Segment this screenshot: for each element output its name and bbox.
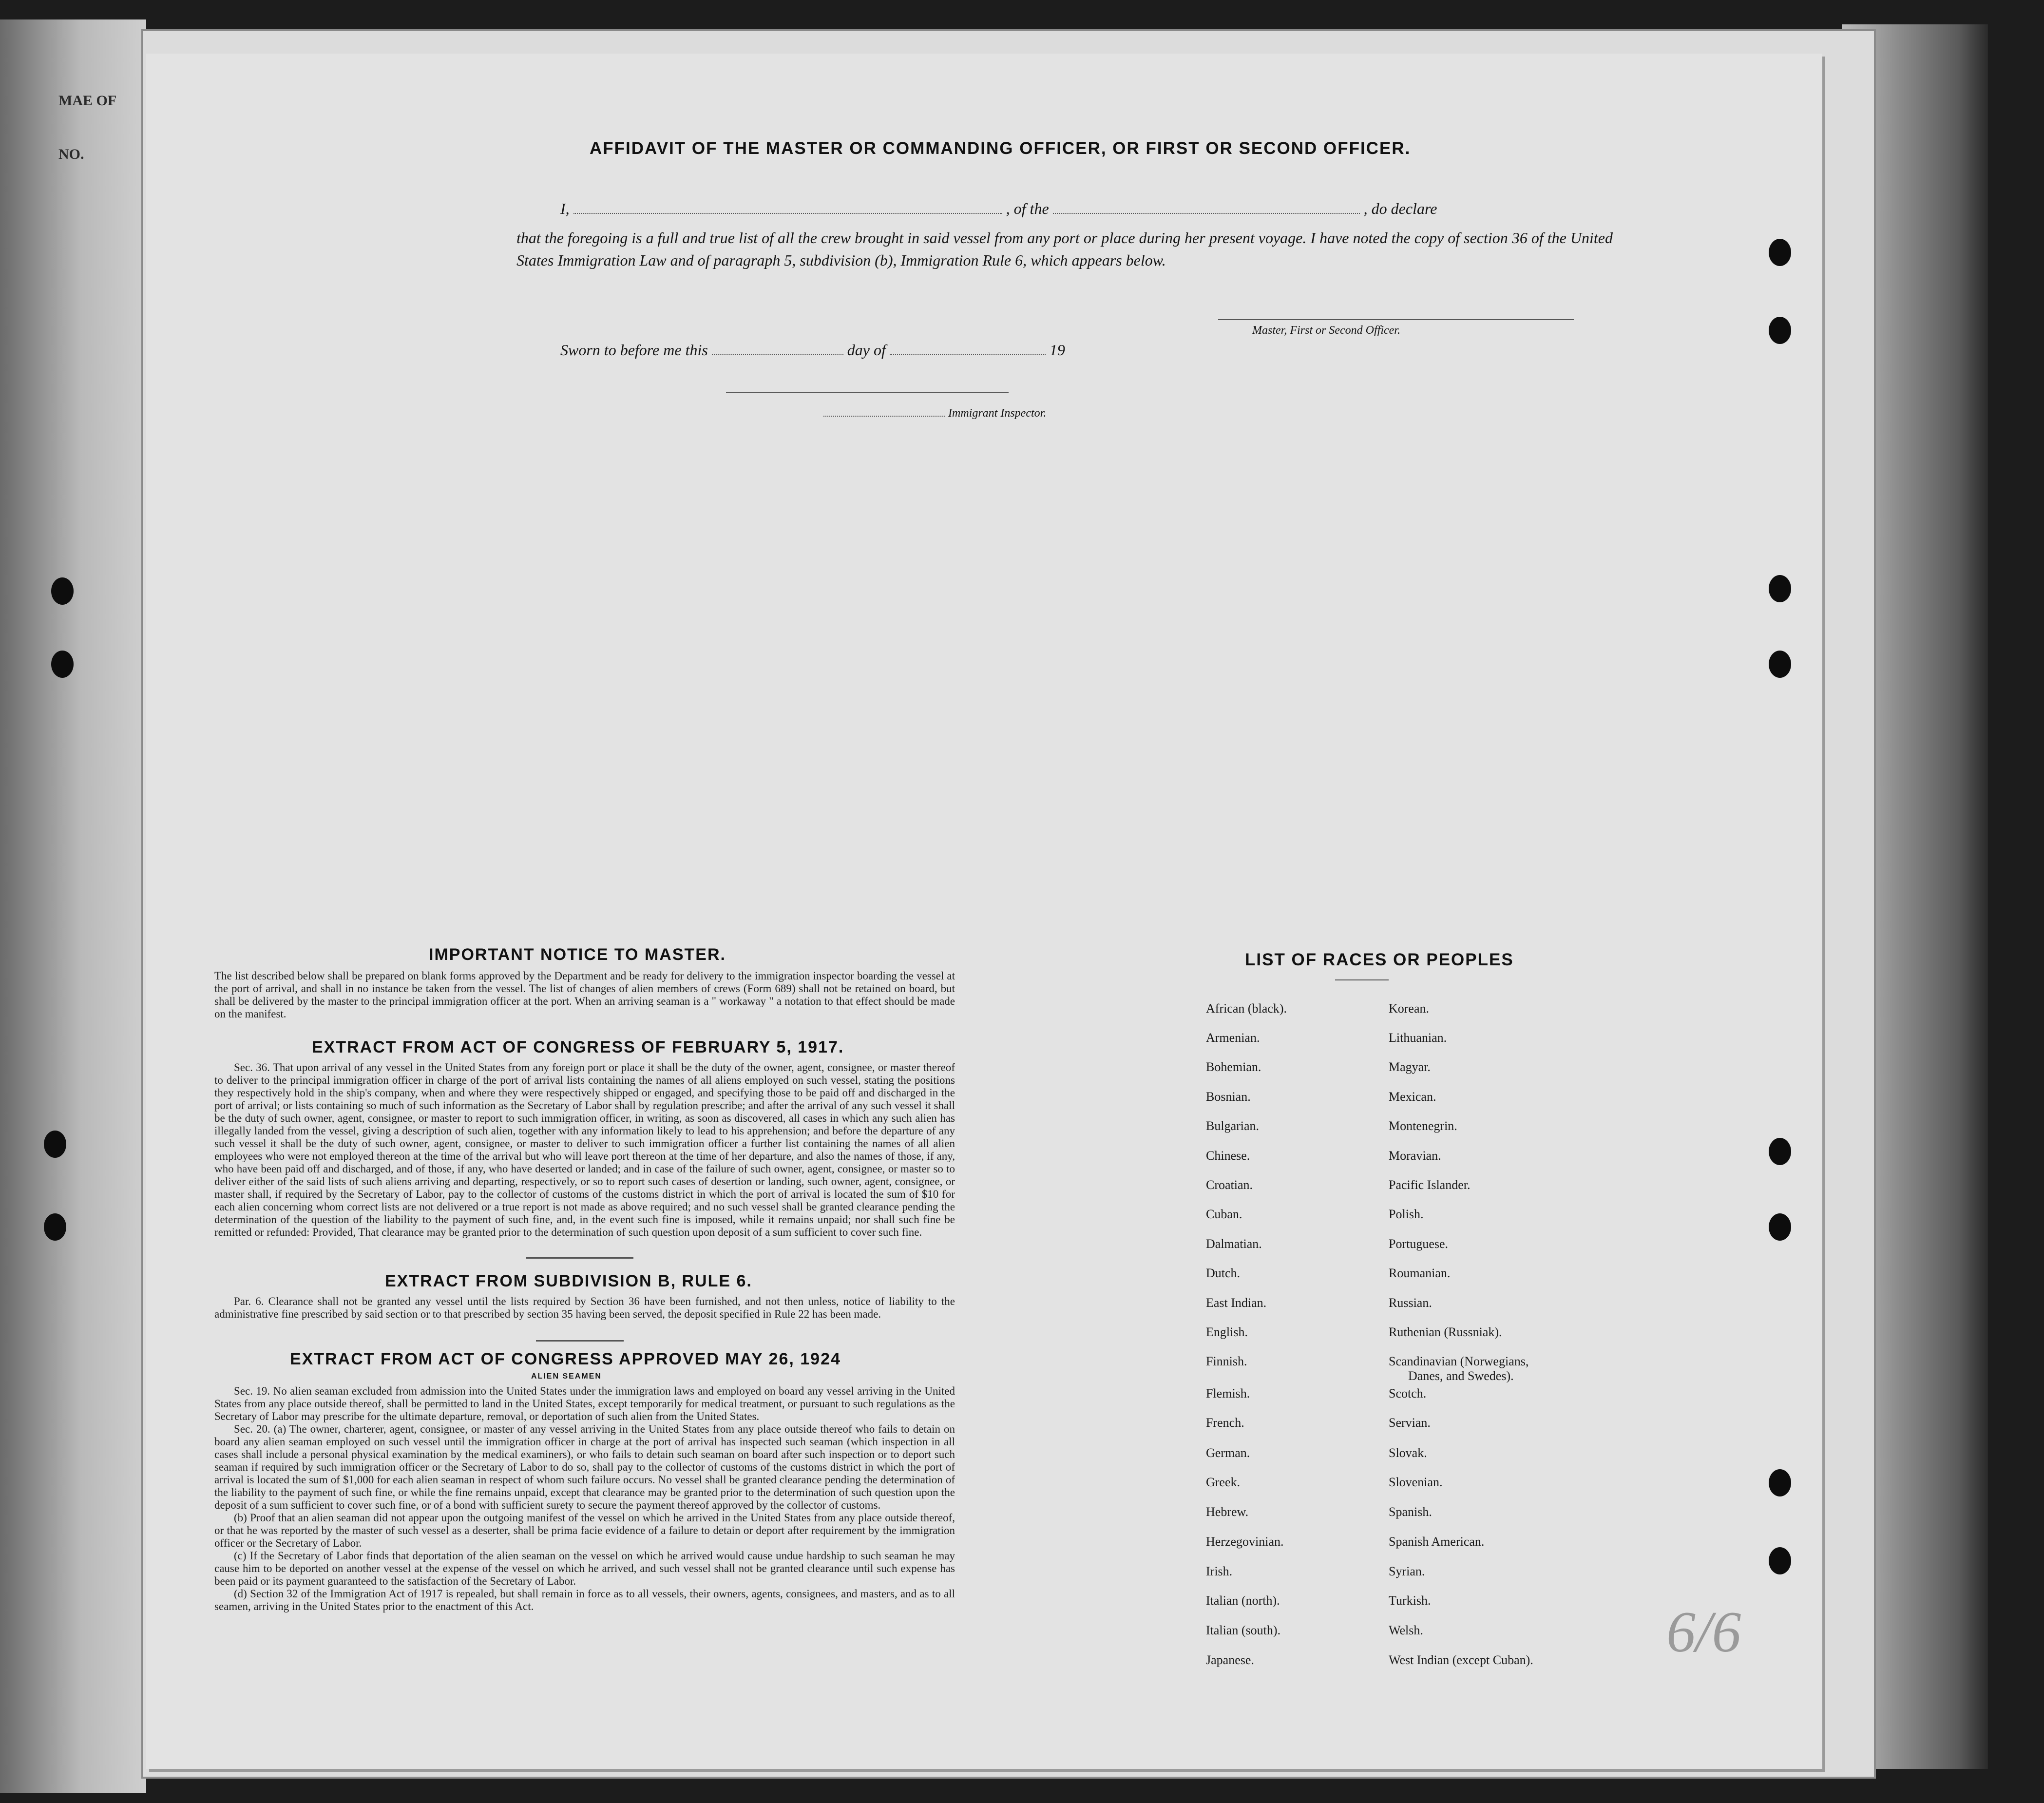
race-item: Dutch. — [1206, 1266, 1241, 1280]
notice-text: The list described below shall be prepared on blank forms approved by the Department and be ready for delivery to the immigration inspector boarding the vessel at the port of arrival, and shall in no instance be taken from the vessel. The list of changes of alien members of crews (Form 689) shall not be retained on board, but shall be delivered by the master to the principal immigration officer at the port. When an arriving seaman is a " workaway " a notation to that effect should be made on the manifest. — [214, 970, 955, 1020]
extract-1924-paragraph: (d) Section 32 of the Immigration Act of 1917 is repealed, but shall remain in force as to all vessels, their owners, agents, consignees, and masters, and as to all seamen, arriving in the United States prior to the enactment of this Act. — [214, 1588, 955, 1612]
master-signature-line — [1218, 319, 1574, 320]
race-item: Flemish. — [1206, 1386, 1250, 1400]
affidavit-statement: that the foregoing is a full and true list of all the crew brought in said vessel from any port or place during her present voyage. I have noted the copy of section 36 of the United States Immigration Law and of paragraph 5, subdivision (b), Immigration Rule 6, which appears below. — [516, 229, 1613, 269]
extract-1924-paragraph: (b) Proof that an alien seaman did not appear upon the outgoing manifest of the vessel on which he arrived in the United States from any place outside thereof, or that he was reported by the master of such vessel as a deserter, shall be prima facie evidence of a failure to detain or deport after requirement by the immigration officer or the Secretary of Labor. — [214, 1512, 955, 1549]
race-item: Pacific Islander. — [1389, 1178, 1471, 1192]
race-item: Italian (north). — [1206, 1593, 1280, 1608]
handwritten-page-number: 6/6 — [1666, 1599, 1741, 1664]
binding-hole — [1769, 1469, 1791, 1496]
race-item: Bosnian. — [1206, 1090, 1251, 1104]
race-item: Greek. — [1206, 1475, 1241, 1489]
race-item: Slovenian. — [1389, 1475, 1443, 1489]
notice-title: IMPORTANT NOTICE TO MASTER. — [429, 945, 726, 964]
race-item: Portuguese. — [1389, 1237, 1449, 1251]
margin-mark: NO. — [58, 146, 84, 162]
race-item: Scandinavian (Norwegians, — [1389, 1354, 1529, 1368]
extract-1924-paragraph: Sec. 19. No alien seaman excluded from admission into the United States under the immigration laws and employed on board any vessel arriving in the United States from any place outside thereof, shall be permitted to land in the United States, except temporarily for medical treatment, or pursuant to such regulations as the Secretary of Labor may prescribe for the ultimate departure, removal, or deportation of such alien from the United States. — [214, 1385, 955, 1422]
extract-1917-text: Sec. 36. That upon arrival of any vessel in the United States from any foreign port or place it shall be the duty of the owner, agent, consignee, or master thereof to deliver to the principal immigration officer in charge of the port of arrival lists containing the names of all aliens employed on such vessel, stating the positions they respectively hold in the ship's company, when and where they were respectively shipped or engaged, and specifying those to be paid off and discharged in the port of arrival; or lists containing so much of such information as the Secretary of Labor shall by regulation prescribe; and after the arrival of any such vessel it shall be the duty of such owner, agent, consignee, or master to report to such immigration officer, in writing, as soon as discovered, all cases in which any such alien has illegally landed from the vessel, giving a description of such alien, together with any information likely to lead to his apprehension; and before the departure of any such vessel it shall be the duty of such owner, agent, consignee, or master to deliver to such immigration officer a further list containing the names of all alien employees who were not employed thereon at the time of the arrival but who will leave port thereon at the time of her departure, and also the names of those, if any, who have been paid off and discharged, and of those, if any, who have deserted or landed; and in case of the failure of such owner, agent, consignee, or master so to deliver either of the said lists of such aliens arriving and departing, respectively, or so to report such cases of desertion or landing, such owner, agent, consignee, or master shall, if required by the Secretary of Labor, pay to the collector of customs of the customs district in which the port of arrival is located the sum of $10 for each alien concerning whom correct lists are not delivered or a true report is not made as above required; and no such vessel shall be granted clearance pending the determination of the question of the liability to the payment of such fine, and, in the event such fine is imposed, while it remains unpaid; nor shall such fine be remitted or refunded: Provided, That clearance may be granted prior to the determination of such question upon deposit of a sum sufficient to cover such fine. — [214, 1061, 955, 1238]
rule-6-title: EXTRACT FROM SUBDIVISION B, RULE 6. — [385, 1272, 752, 1290]
race-item: Bohemian. — [1206, 1060, 1261, 1074]
race-item: Chinese. — [1206, 1149, 1250, 1163]
race-item: African (black). — [1206, 1001, 1287, 1016]
race-item: Servian. — [1389, 1416, 1431, 1430]
sworn-label: Sworn to before me this — [560, 341, 708, 359]
form-sheet — [146, 54, 1822, 1769]
master-signature-label: Master, First or Second Officer. — [1252, 324, 1400, 337]
race-item: Irish. — [1206, 1564, 1233, 1578]
sworn-day-blank[interactable] — [712, 354, 843, 355]
race-item: Croatian. — [1206, 1178, 1253, 1192]
race-item: Spanish American. — [1389, 1534, 1485, 1549]
binding-hole — [51, 651, 74, 678]
race-item: Scotch. — [1389, 1386, 1427, 1400]
race-item: Bulgarian. — [1206, 1119, 1260, 1133]
race-item: English. — [1206, 1325, 1248, 1339]
do-declare-label: , do declare — [1363, 200, 1437, 217]
binding-hole — [44, 1213, 66, 1241]
race-item: Spanish. — [1389, 1505, 1432, 1519]
binding-hole — [44, 1131, 66, 1158]
race-item: Roumanian. — [1389, 1266, 1451, 1280]
race-item: Moravian. — [1389, 1149, 1441, 1163]
day-of-label: day of — [847, 341, 886, 359]
section-divider — [536, 1340, 624, 1342]
race-item: East Indian. — [1206, 1296, 1267, 1310]
race-item: French. — [1206, 1416, 1244, 1430]
race-item: Dalmatian. — [1206, 1237, 1262, 1251]
section-divider — [526, 1257, 633, 1259]
declaration-line — [560, 200, 1437, 218]
extract-1924-paragraph: (c) If the Secretary of Labor finds that deportation of the alien seaman on the vessel on which he arrived would cause undue hardship to such seaman he may cause him to be deported on another vessel at the expense of the vessel on which he arrived, and such vessel shall not be granted clearance until such expense has been paid or its payment guaranteed to the satisfaction of the Secretary of Labor. — [214, 1550, 955, 1587]
sworn-month-blank[interactable] — [890, 354, 1046, 355]
race-item: Lithuanian. — [1389, 1031, 1447, 1045]
binding-hole — [1769, 1213, 1791, 1241]
sworn-line — [560, 341, 1065, 359]
race-item: West Indian (except Cuban). — [1389, 1653, 1533, 1667]
race-item: Ruthenian (Russniak). — [1389, 1325, 1502, 1339]
inspector-label — [823, 407, 1046, 420]
extract-1924-title: EXTRACT FROM ACT OF CONGRESS APPROVED MAY 26, 1924 — [290, 1350, 841, 1368]
race-item: Turkish. — [1389, 1593, 1431, 1608]
race-item: Herzegovinian. — [1206, 1534, 1284, 1549]
race-item: Japanese. — [1206, 1653, 1254, 1667]
binding-hole — [1769, 317, 1791, 344]
race-item: Italian (south). — [1206, 1623, 1281, 1637]
race-item: Russian. — [1389, 1296, 1432, 1310]
race-item: Syrian. — [1389, 1564, 1425, 1578]
race-item: Cuban. — [1206, 1207, 1242, 1221]
race-item: Korean. — [1389, 1001, 1430, 1016]
of-the-label: , of the — [1006, 200, 1049, 217]
extract-1924-paragraph: Sec. 20. (a) The owner, charterer, agent, consignee, or master of any vessel arriving in the United States from any place outside thereof who fails to detain on board any alien seaman employed on such vessel until the immigration officer in charge at the port of arrival has inspected such seaman (which inspection in all cases shall include a personal physical examination by the medical examiners), or who fails to detain such seaman on board after such inspection or to deport such seaman if required by such immigration officer or the Secretary of Labor to do so, shall pay to the collector of customs of the customs district in which the port of arrival is located the sum of $1,000 for each alien seaman in respect of whom such failure occurs. No vessel shall be granted clearance pending the determination of the liability to the payment of such fine, or while the fine remains unpaid, except that clearance may be granted prior to the determination of such question upon the deposit of a sum sufficient to cover such fine, or of a bond with sufficient surety to secure the payment thereof approved by the collector of customs. — [214, 1423, 955, 1511]
race-item: Magyar. — [1389, 1060, 1431, 1074]
vessel-blank[interactable] — [1053, 213, 1360, 214]
races-title-rule — [1335, 979, 1389, 980]
race-item: Slovak. — [1389, 1446, 1427, 1460]
race-item: Danes, and Swedes). — [1408, 1369, 1514, 1383]
binding-hole — [1769, 1138, 1791, 1165]
race-item: Polish. — [1389, 1207, 1424, 1221]
i-label: I, — [560, 200, 570, 217]
name-blank[interactable] — [573, 213, 1002, 214]
binding-hole — [1769, 239, 1791, 266]
inspector-signature-line — [726, 392, 1009, 393]
inspector-blank[interactable] — [823, 416, 945, 417]
race-item: Hebrew. — [1206, 1505, 1249, 1519]
left-binding-strip — [0, 19, 146, 1793]
margin-mark: MAE OF — [58, 93, 117, 109]
race-item: German. — [1206, 1446, 1250, 1460]
race-item: Mexican. — [1389, 1090, 1436, 1104]
alien-seamen-subtitle: ALIEN SEAMEN — [531, 1372, 602, 1381]
race-item: Finnish. — [1206, 1354, 1247, 1368]
race-item: Armenian. — [1206, 1031, 1260, 1045]
binding-hole — [1769, 575, 1791, 602]
races-title: LIST OF RACES OR PEOPLES — [1245, 950, 1514, 969]
rule-6-text: Par. 6. Clearance shall not be granted any vessel until the lists required by Section 36 have been furnished, and not then unless, notice of liability to the administrative fine prescribed by said section or to that prescribed by section 35 having been served, the deposit specified in Rule 22 has been made. — [214, 1295, 955, 1320]
binding-hole — [1769, 651, 1791, 678]
race-item: Montenegrin. — [1389, 1119, 1457, 1133]
inspector-text: Immigrant Inspector. — [948, 407, 1047, 420]
affidavit-title: AFFIDAVIT OF THE MASTER OR COMMANDING OFFICER, OR FIRST OR SECOND OFFICER. — [590, 139, 1411, 158]
binding-hole — [1769, 1547, 1791, 1574]
binding-hole — [51, 577, 74, 605]
extract-1924-body — [214, 1385, 955, 1613]
race-item: Welsh. — [1389, 1623, 1423, 1637]
extract-1917-title: EXTRACT FROM ACT OF CONGRESS OF FEBRUARY 5, 1917. — [312, 1038, 844, 1056]
year-prefix: 19 — [1049, 341, 1065, 359]
